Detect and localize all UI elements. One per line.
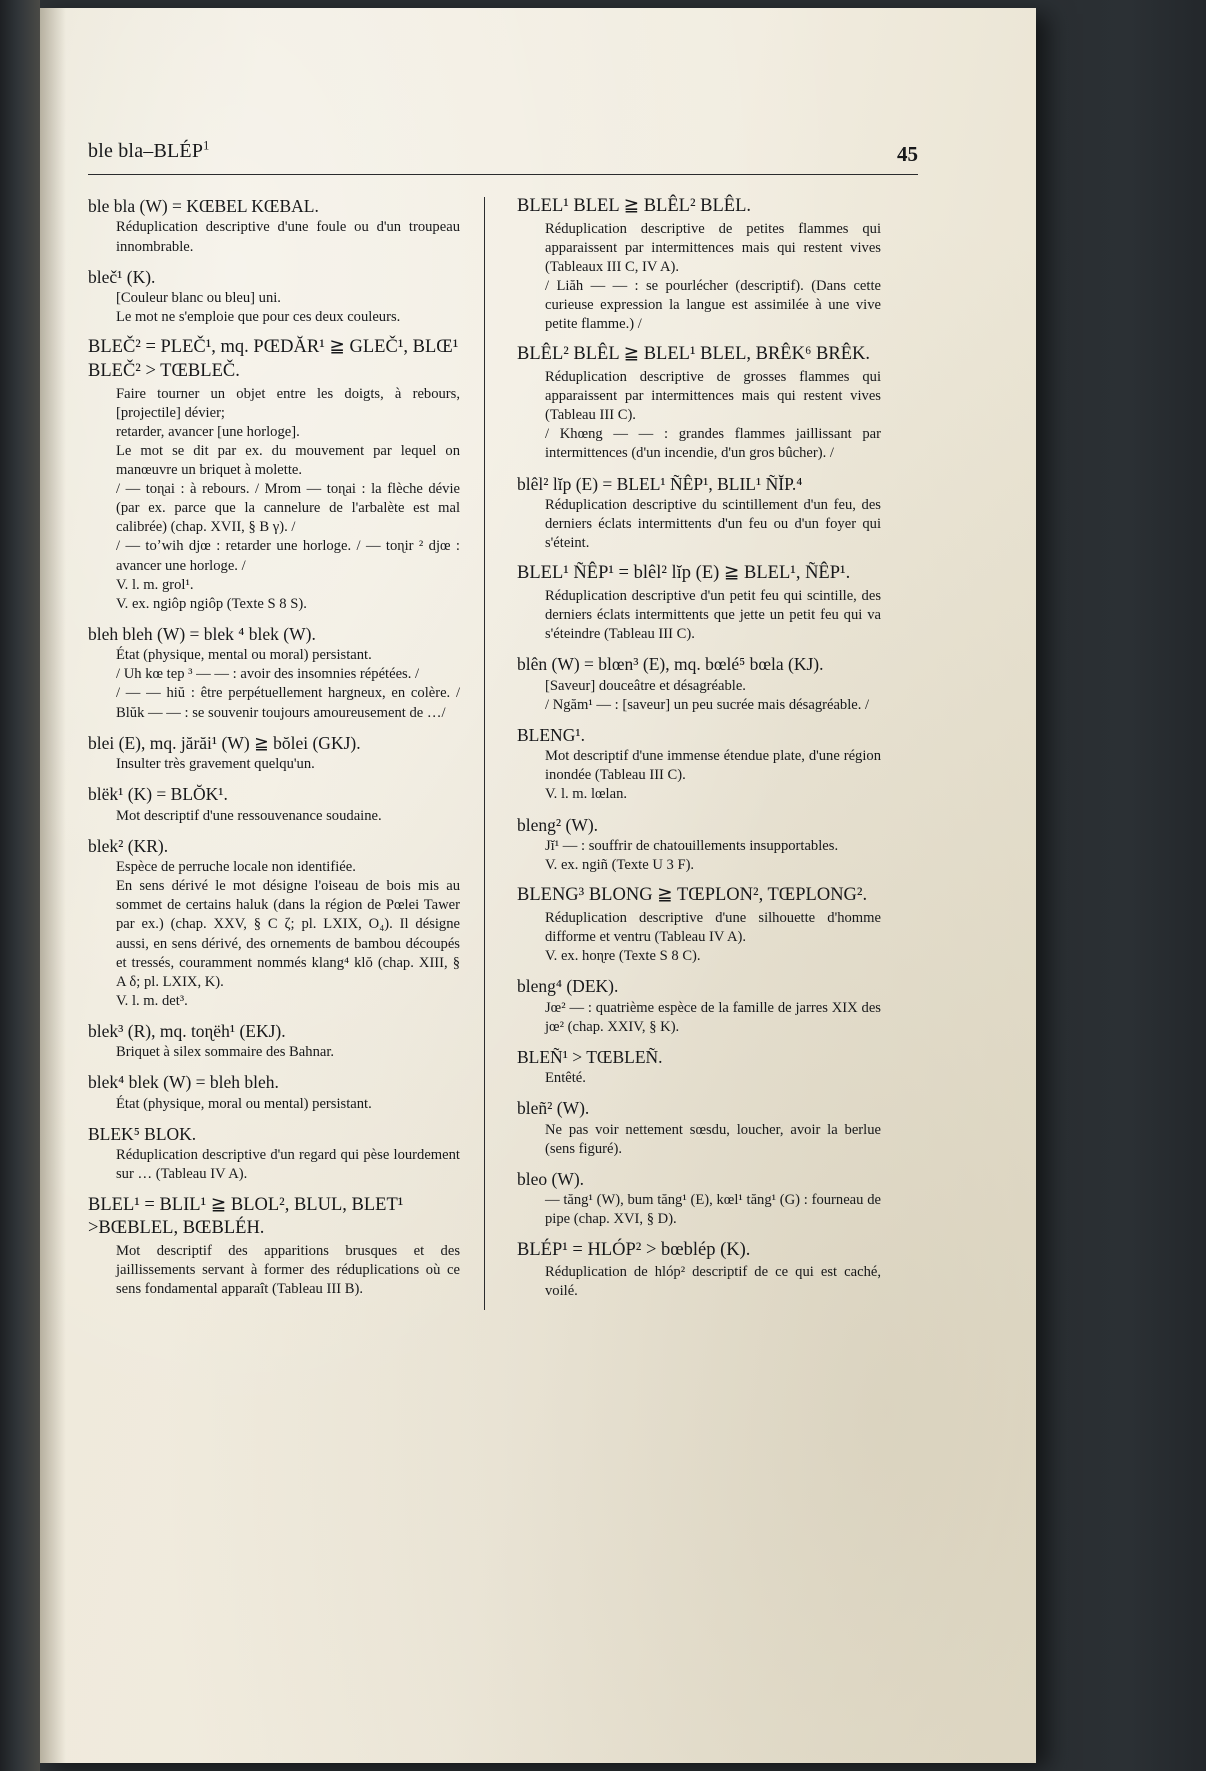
entry-body: [Saveur] douceâtre et désagréable. / Ngăm¹ — : [saveur] un peu sucrée mais désagréable. / (545, 677, 870, 713)
dictionary-entry (517, 343, 881, 463)
dictionary-entry (88, 266, 460, 328)
dictionary-entry (517, 814, 881, 876)
running-head-left (88, 140, 210, 163)
entry-headword: ble bla (W) = KŒBEL KŒBAL. (88, 196, 319, 216)
entry-headword: BLEÑ¹ > TŒBLEÑ. (517, 1046, 663, 1067)
entry-headword: BLÉP¹ = HLÓP² > bœblép (K). (517, 1239, 751, 1260)
entry-body: Réduplication descriptive de grosses flammes qui apparaissent par intermittences mais qui restent vives (Tableau III C). / Khœng — — : grandes flammes jaillissant par intermittences (d'un incendie, d'un gros bûcher). / (545, 369, 881, 462)
dictionary-entry (88, 1194, 460, 1300)
dictionary-entry (88, 783, 460, 826)
entry-body: Jœ² — : quatrième espèce de la famille de jarres XIX des jœ² (chap. XXIV, § K). (545, 999, 881, 1035)
entry-headword: bleñ² (W). (517, 1098, 590, 1119)
entry-headword: bleo (W). (517, 1168, 585, 1189)
entry-headword: bleng² (W). (517, 814, 599, 835)
entry-body: Faire tourner un objet entre les doigts, à rebours, [projectile] dévier; retarder, avancer [une horloge]. Le mot se dit par ex. du mouvement par lequel on manœuvre un briquet à molette. / — toɳai : à rebours. / Mrom — toɳai : la flèche dévie (par ex. parce que la cannelure de l'arbalète est mal calibrée) (chap. XVII, § B γ). / / — toʼwih djœ : retarder une horloge. / — toɳir ² djœ : avancer une horloge. / V. l. m. grol¹. V. ex. ngiôp ngiôp (Texte S 8 S). (116, 385, 460, 612)
entry-headword: blek² (KR). (88, 835, 169, 856)
entry-headword: BLENG¹. (517, 724, 585, 745)
dictionary-entry (88, 835, 460, 1011)
running-head-sup: 1 (203, 138, 210, 153)
dictionary-entry (517, 195, 881, 334)
right-column (485, 195, 881, 1310)
entry-body: Espèce de perruche locale non identifiée. En sens dérivé le mot désigne l'oiseau de bois mis au sommet de certains haluk (dans la région de Pœlei Tawer par ex.) (chap. XXV, § C ζ; pl. LXIX, O₄). Il désigne aussi, en sens dérivé, des ornements de bambou découpés et tressés, couramment nommés klang⁴ klŏ (chap. XIII, § A δ; pl. LXIX, K). V. l. m. det³. (116, 859, 460, 1009)
entry-headword: BLEK⁵ BLOK. (88, 1123, 197, 1144)
entry-body: Réduplication descriptive d'une foule ou d'un troupeau innombrable. (116, 219, 460, 255)
entry-body: Insulter très gravement quelqu'un. (116, 756, 315, 773)
dictionary-entry (517, 653, 881, 715)
dictionary-entry (88, 1020, 460, 1063)
entry-body: [Couleur blanc ou bleu] uni. Le mot ne s'emploie que pour ces deux couleurs. (116, 290, 401, 326)
entry-body: Mot descriptif d'une immense étendue plate, d'une région inondée (Tableau III C). V. l. m. lœlan. (545, 748, 881, 803)
dictionary-entry (517, 1097, 881, 1159)
entry-headword: BLEL¹ = BLIL¹ ≧ BLOL², BLUL, BLET¹ >BŒBLEL, BŒBLÉH. (88, 1194, 404, 1239)
page-number: 45 (897, 142, 918, 166)
entry-body: Réduplication descriptive d'un petit feu qui scintille, des derniers éclats intermittents que jette un petit feu qui va s'éteindre (Tableau III C). (545, 587, 881, 643)
dictionary-entry (88, 732, 460, 775)
page-content (88, 140, 918, 1310)
book-spine (0, 0, 40, 1771)
entry-body: Réduplication descriptive du scintillement d'un feu, des derniers éclats intermittents d'un feu ou d'un foyer qui s'éteint. (545, 496, 881, 552)
dictionary-entry (517, 884, 881, 966)
entry-headword: BLEČ² = PLEČ¹, mq. PŒDĂR¹ ≧ GLEČ¹, BLŒ¹ BLEČ² > TŒBLEČ. (88, 337, 459, 381)
entry-body: Réduplication descriptive d'une silhouette d'homme difforme et ventru (Tableau IV A). V. ex. hoɳre (Texte S 8 C). (545, 909, 881, 965)
entry-headword: bleh bleh (W) = blek ⁴ blek (W). (88, 623, 316, 644)
entry-headword: bleng⁴ (DEK). (517, 976, 619, 997)
entry-body: État (physique, mental ou moral) persistant. / Uh kœ tep ³ — — : avoir des insomnies répétées. / / — — hiŭ : être perpétuellement hargneux, en colère. / Blŭk — — : se souvenir toujours amoureusement de …/ (116, 647, 460, 721)
entry-body: État (physique, moral ou mental) persistant. (116, 1095, 372, 1112)
left-column (88, 195, 484, 1310)
running-head-text: ble bla–BLÉP (88, 140, 204, 162)
two-column-body (88, 195, 918, 1310)
dictionary-entry (517, 1168, 881, 1230)
entry-body: Jĭ¹ — : souffrir de chatouillements insupportables. V. ex. ngiñ (Texte U 3 F). (545, 837, 839, 874)
entry-headword: blek⁴ blek (W) = bleh bleh. (88, 1072, 279, 1093)
dictionary-entry (517, 1046, 881, 1089)
entry-body: — tăng¹ (W), bum tăng¹ (E), kœl¹ tăng¹ (G) : fourneau de pipe (chap. XVI, § D). (545, 1192, 881, 1228)
entry-body: Briquet à silex sommaire des Bahnar. (116, 1044, 335, 1061)
dictionary-entry (88, 336, 460, 614)
dictionary-entry (517, 473, 881, 554)
entry-headword: BLEL¹ BLEL ≧ BLÊL² BLÊL. (517, 196, 751, 216)
entry-body: Ne pas voir nettement sœsdu, loucher, avoir la berlue (sens figuré). (545, 1121, 881, 1157)
page-gutter-shadow (36, 8, 66, 1763)
entry-body: Mot descriptif d'une ressouvenance soudaine. (116, 807, 382, 824)
entry-headword: bleč¹ (K). (88, 266, 156, 287)
entry-headword: blei (E), mq. jărăi¹ (W) ≧ bŏlei (GKJ). (88, 732, 361, 753)
running-head (88, 140, 918, 175)
entry-body: Réduplication descriptive d'un regard qui pèse lourdement sur … (Tableau IV A). (116, 1147, 460, 1183)
dictionary-entry (517, 724, 881, 805)
entry-headword: blek³ (R), mq. toɳëh¹ (EKJ). (88, 1020, 286, 1041)
entry-headword: BLENG³ BLONG ≧ TŒPLON², TŒPLONG². (517, 885, 868, 906)
dictionary-entry (88, 623, 460, 723)
entry-headword: BLÊL² BLÊL ≧ BLEL¹ BLEL, BRÊK⁶ BRÊK. (517, 344, 870, 365)
entry-headword: blên (W) = blœn³ (E), mq. bœlé⁵ bœla (KJ). (517, 654, 824, 675)
dictionary-entry (517, 975, 881, 1037)
dictionary-entry (88, 195, 460, 257)
dictionary-entry (88, 1071, 460, 1114)
dictionary-entry (517, 562, 881, 644)
entry-headword: BLEL¹ ÑÊP¹ = blêl² lĭp (E) ≧ BLEL¹, ÑÊP¹. (517, 563, 851, 584)
dictionary-entry (88, 1123, 460, 1185)
entry-headword: blëk¹ (K) = BLŎK¹. (88, 784, 228, 805)
entry-headword: blêl² lĭp (E) = BLEL¹ ÑÊP¹, BLIL¹ ÑĬP.⁴ (517, 473, 803, 494)
background-right (1036, 0, 1206, 1771)
entry-body: Entêté. (545, 1070, 586, 1087)
entry-body: Mot descriptif des apparitions brusques et des jaillissements servant à former des réduplications où ce sens fondamental apparaît (Tableau III B). (116, 1242, 460, 1298)
dictionary-entry (517, 1239, 881, 1302)
entry-body: Réduplication descriptive de petites flammes qui apparaissent par intermittences mais qui restent vives (Tableaux III C, IV A). / Liăh — — : se pourlécher (descriptif). (Dans cette curieuse expression la langue est assimilée à une vive petite flamme.) / (545, 220, 881, 333)
entry-body: Réduplication de hlóp² descriptif de ce qui est caché, voilé. (545, 1264, 881, 1300)
